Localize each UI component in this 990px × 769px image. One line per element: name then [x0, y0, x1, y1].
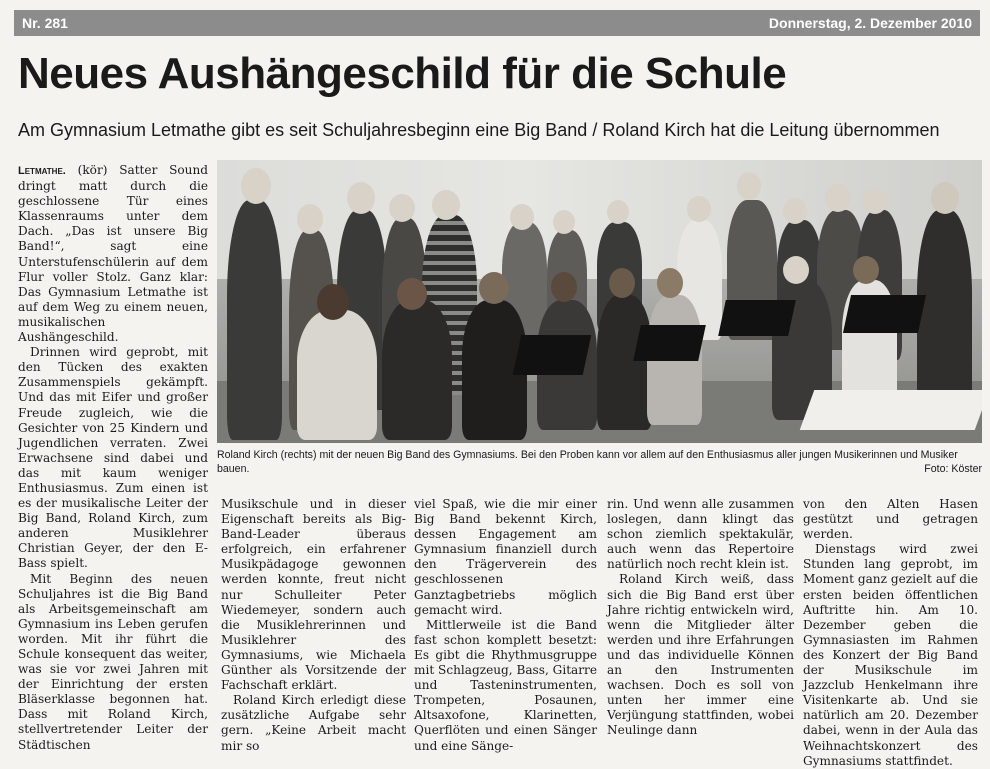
band-photo — [217, 160, 982, 443]
subheadline: Am Gymnasium Letmathe gibt es seit Schuljahresbeginn eine Big Band / Roland Kirch hat die Leitung übernommen — [18, 120, 940, 140]
band-member-head — [825, 184, 851, 212]
band-member-head — [479, 272, 509, 304]
article-paragraph: viel Spaß, wie die mir einer Big Band bekennt Kirch, dessen Engagement am Gymnasium finanziell durch den Trägerverein des geschlossenen Ganztagbetriebs möglich gemacht wird. — [414, 497, 597, 617]
issue-number: Nr. 281 — [22, 15, 68, 31]
photo-credit: Foto: Köster — [924, 463, 982, 475]
band-member-head — [737, 172, 761, 200]
band-member-head — [607, 200, 629, 224]
band-member — [597, 295, 652, 430]
caption-text: Roland Kirch (rechts) mit der neuen Big Band des Gymnasiums. Bei den Proben kann vor allem auf den Enthusiasmus aller jungen Musikerinnen und Musiker bauen. — [217, 449, 958, 475]
table — [800, 390, 982, 430]
music-stand — [633, 325, 706, 361]
article-column-2 — [221, 497, 406, 754]
paragraph-text: (kör) Satter Sound dringt matt durch die geschlossene Tür eines Klassenraums unter dem Dach. „Das ist unsere Big Band!“, sagt eine Unterstufenschülerin auf dem Flur voller Stolz. Ganz klar: Das Gymnasium Letmathe ist auf dem Weg zu einem neuen, musikalischen Aushängeschild. — [18, 163, 208, 345]
band-member-head — [432, 190, 460, 220]
article-paragraph: Drinnen wird geprobt, mit den Tücken des exakten Zusammenspiels gekämpft. Und das mit Eifer und großer Freude zugleich, wie die Gesichter von 25 Kindern und Jugendlichen verraten. Zwei Erwachsene sind dabei und das mit kaum weniger Enthusiasmus. Zum einen ist es der musikalische Leiter der Big Band, Roland Kirch, zum anderen Musiklehrer Christian Geyer, der den E-Bass spielt. — [18, 345, 208, 571]
article-column-1 — [18, 163, 208, 753]
article-paragraph: rin. Und wenn alle zusammen loslegen, dann klingt das schon ziemlich spektakulär, auch wenn das Repertoire natürlich noch recht klein ist. — [607, 497, 794, 572]
band-member — [297, 310, 377, 440]
band-member-head — [347, 182, 375, 214]
music-stand — [718, 300, 796, 336]
band-member-head — [397, 278, 427, 310]
band-member-head — [241, 168, 271, 204]
article-column-5 — [803, 497, 978, 769]
music-stand — [513, 335, 592, 375]
headline: Neues Aushängeschild für die Schule — [18, 49, 787, 98]
band-member-head — [551, 272, 577, 302]
article-paragraph: Mit Beginn des neuen Schuljahres ist die Big Band als Arbeitsgemeinschaft am Gymnasium ins Leben gerufen worden. Mit ihr führt die Schule konsequent das weiter, was sie vor zwei Jahren mit der Einrichtung der ersten Bläserklasse begonnen hat. Dass mit Roland Kirch, stellvertretender Leiter der Städtischen — [18, 571, 208, 752]
band-member-head — [783, 256, 809, 284]
band-member-head — [609, 268, 635, 298]
band-member-head — [297, 204, 323, 234]
music-stand — [843, 295, 926, 333]
band-member-head — [657, 268, 683, 298]
band-member-head — [783, 198, 807, 224]
band-member-head — [853, 256, 879, 284]
article-paragraph: von den Alten Hasen gestützt und getragen werden. — [803, 497, 978, 542]
article-paragraph: Dienstags wird zwei Stunden lang geprobt, im Moment ganz gezielt auf die ersten beiden öffentlichen Auftritte hin. Am 10. Dezember geben die Gymnasiasten im Rahmen des Konzert der Big Band der Musikschule im Jazzclub Henkelmann ihre Visitenkarte ab. Und sie natürlich am 20. Dezember dabei, wenn in der Aula das Weihnachtskonzert des Gymnasiums stattfindet. — [803, 542, 978, 768]
article-column-4 — [607, 497, 794, 739]
article-paragraph — [18, 163, 208, 345]
band-member-head — [553, 210, 575, 234]
band-member-head — [863, 188, 887, 214]
issue-date: Donnerstag, 2. Dezember 2010 — [768, 15, 972, 31]
page-header-bar — [14, 10, 980, 36]
band-member-head — [931, 182, 959, 214]
article-column-3 — [414, 497, 597, 754]
article-paragraph: Mittlerweile ist die Band fast schon komplett besetzt: Es gibt die Rhythmusgruppe mit Schlagzeug, Bass, Gitarre und Tasteninstrumenten, Trompeten, Posaunen, Altsaxofone, Klarinetten, Querflöten und einen Sänger und eine Sänge- — [414, 617, 597, 753]
band-member-conductor — [917, 210, 972, 420]
article-paragraph: Musikschule und in dieser Eigenschaft bereits als Big-Band-Leader überaus erfolgreich, ein erfahrener Musikpädagoge gewonnen werden konnte, freut nicht nur Schulleiter Peter Wiedemeyer, sondern auch die Musiklehrerinnen und Musiklehrer des Gymnasiums, wie Michaela Günther als Vorsitzende der Fachschaft erklärt. — [221, 497, 406, 693]
band-member-head — [687, 196, 711, 222]
article-paragraph: Roland Kirch weiß, dass sich die Big Band erst über Jahre richtig entwickeln wird, wenn die Mitglieder älter werden und ihre Erfahrungen und das individuelle Können an den Instrumenten wachsen. Doch es soll von unten her immer eine Verjüngung stattfinden, wobei Neulinge dann — [607, 572, 794, 738]
dateline: Letmathe. — [18, 165, 66, 177]
photo-caption — [217, 448, 982, 476]
band-member-head — [389, 194, 415, 222]
band-member — [382, 300, 452, 440]
band-member-head — [317, 284, 349, 320]
band-member-head — [510, 204, 534, 230]
band-member — [227, 200, 282, 440]
article-paragraph: Roland Kirch erledigt diese zusätzliche Aufgabe sehr gern. „Keine Arbeit macht mir so — [221, 693, 406, 753]
